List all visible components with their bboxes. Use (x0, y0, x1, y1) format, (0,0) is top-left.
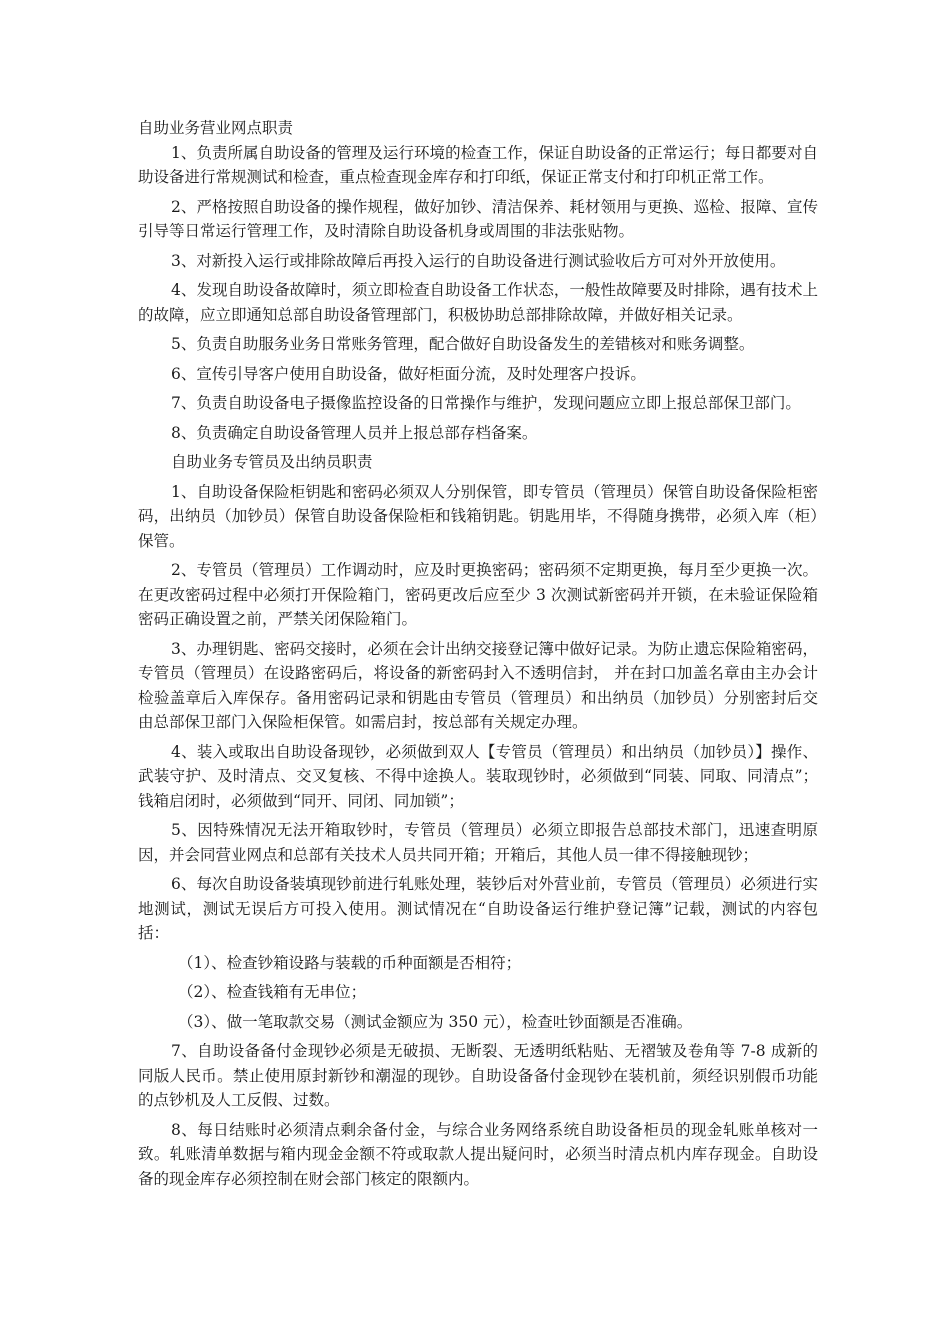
section-cashier-duties (138, 450, 818, 1191)
outlet-duty-7: 7、负责自助设备电子摄像监控设备的日常操作与维护，发现问题应立即上报总部保卫部门。 (171, 394, 801, 412)
outlet-duty-2: 2、严格按照自助设备的操作规程，做好加钞、清洁保养、耗材领用与更换、巡检、报障、宣传引导等日常运行管理工作，及时清除自助设备机身或周围的非法张贴物。 (138, 197, 818, 240)
document-page (138, 116, 818, 1196)
outlet-duty-8: 8、负责确定自助设备管理人员并上报总部存档备案。 (171, 423, 538, 442)
cashier-duty-4: 4、装入或取出自助设备现钞，必须做到双人【专管员（管理员）和出纳员（加钞员）】操作、武装守护、及时清点、交叉复核、不得中途换人。装取现钞时，必须做到“同装、同取、同清点”；钱箱启闭时，必须做到“同开、同闭、同加锁”； (138, 742, 818, 810)
section-heading: 自助业务专管员及出纳员职责 (171, 453, 373, 471)
cashier-duty-5: 5、因特殊情况无法开箱取钞时，专管员（管理员）必须立即报告总部技术部门，迅速查明原因，并会同营业网点和总部有关技术人员共同开箱；开箱后，其他人员一律不得接触现钞； (138, 821, 818, 864)
cashier-duty-1: 1、自助设备保险柜钥匙和密码必须双人分别保管，即专管员（管理员）保管自助设备保险柜密码，出纳员（加钞员）保管自助设备保险柜和钱箱钥匙。钥匙用毕，不得随身携带，必须入库（柜）保管。 (138, 482, 818, 550)
cashier-duty-3: 3、办理钥匙、密码交接时，必须在会计出纳交接登记簿中做好记录。为防止遗忘保险箱密码，专管员（管理员）在设路密码后，将设备的新密码封入不透明信封， 并在封口加盖名章由主办会计检验盖章后入库保存。备用密码记录和钥匙由专管员（管理员）和出纳员（加钞员）分别密封后交由总部保卫部门入保险柜保管。如需启封，按总部有关规定办理。 (138, 639, 818, 731)
test-item-2: （2）、检查钱箱有无串位； (178, 983, 367, 1001)
outlet-duty-3: 3、对新投入运行或排除故障后再投入运行的自助设备进行测试验收后方可对外开放使用。 (171, 251, 786, 270)
section-outlet-duties (138, 141, 818, 446)
cashier-duty-7: 7、自助设备备付金现钞必须是无破损、无断裂、无透明纸粘贴、无褶皱及卷角等 7-8 成新的同版人民币。禁止使用原封新钞和潮湿的现钞。自助设备备付金现钞在装机前，须经识别假币功能的点钞机及人工反假、过数。 (138, 1042, 818, 1109)
cashier-duty-8: 8、每日结账时必须清点剩余备付金，与综合业务网络系统自助设备柜员的现金轧账单核对一致。轧账清单数据与箱内现金金额不符或取款人提出疑问时，必须当时清点机内库存现金。自助设备的现金库存必须控制在财会部门核定的限额内。 (138, 1120, 818, 1188)
test-item-3: （3）、做一笔取款交易（测试金额应为 350 元），检查吐钞面额是否准确。 (178, 1012, 693, 1031)
test-item-1: （1）、检查钞箱设路与装载的币种面额是否相符； (178, 953, 522, 972)
cashier-duty-2: 2、专管员（管理员）工作调动时，应及时更换密码；密码须不定期更换，每月至少更换一次。在更改密码过程中必须打开保险箱门，密码更改后应至少 3 次测试新密码并开锁，在未验证保险箱密码正确设置之前，严禁关闭保险箱门。 (138, 561, 818, 628)
outlet-duty-6: 6、宣传引导客户使用自助设备，做好柜面分流，及时处理客户投诉。 (171, 364, 646, 383)
cashier-duty-6: 6、每次自助设备装填现钞前进行轧账处理，装钞后对外营业前，专管员（管理员）必须进行实地测试，测试无误后方可投入使用。测试情况在“自助设备运行维护登记簿”记载，测试的内容包括： (138, 875, 818, 942)
outlet-duty-5: 5、负责自助服务业务日常账务管理，配合做好自助设备发生的差错核对和账务调整。 (171, 335, 755, 353)
document-title: 自助业务营业网点职责 (138, 119, 294, 137)
outlet-duty-4: 4、发现自助设备故障时，须立即检查自助设备工作状态，一般性故障要及时排除，遇有技术上的故障，应立即通知总部自助设备管理部门，积极协助总部排除故障，并做好相关记录。 (138, 281, 818, 324)
outlet-duty-1: 1、负责所属自助设备的管理及运行环境的检查工作，保证自助设备的正常运行；每日都要对自助设备进行常规测试和检查，重点检查现金库存和打印纸，保证正常支付和打印机正常工作。 (138, 143, 818, 186)
